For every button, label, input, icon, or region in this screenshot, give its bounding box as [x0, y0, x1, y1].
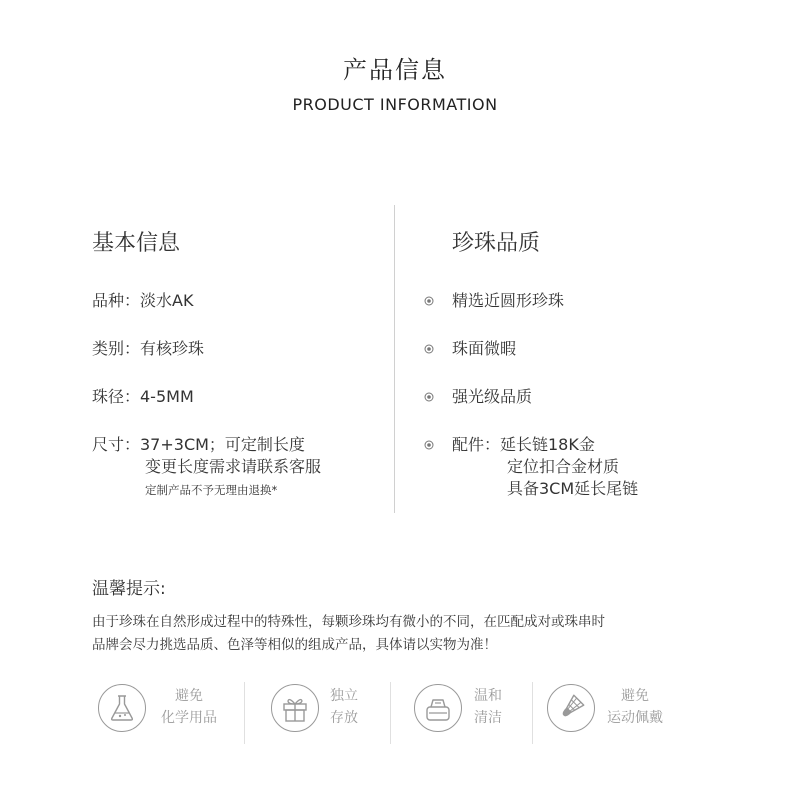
care-label-line1: 避免: [621, 688, 649, 704]
bullet-icon: [424, 392, 434, 402]
soap-icon: [414, 684, 462, 732]
quality-item-2: 珠面微暇: [452, 339, 517, 358]
tips-title: 温馨提示:: [92, 579, 166, 599]
care-label-line2: 存放: [330, 710, 358, 726]
page-subtitle: PRODUCT INFORMATION: [292, 95, 498, 114]
care-divider: [390, 682, 391, 744]
gift-box-icon: [271, 684, 319, 732]
care-divider: [244, 682, 245, 744]
column-divider: [394, 205, 395, 513]
bullet-icon: [424, 296, 434, 306]
care-label-1: [152, 685, 226, 729]
accessory-row-line2: 定位扣合金材质: [507, 457, 620, 476]
pearl-quality-heading: 珍珠品质: [452, 231, 541, 256]
diameter-row: 珠径：4-5MM: [92, 387, 194, 406]
care-label-2: [322, 685, 366, 729]
care-label-line1: 避免: [175, 688, 203, 704]
care-divider: [532, 682, 533, 744]
page-title: 产品信息: [343, 56, 447, 84]
bullet-icon: [424, 440, 434, 450]
accessory-row-line3: 具备3CM延长尾链: [507, 479, 639, 498]
size-row: 尺寸：37+3CM；可定制长度: [92, 435, 305, 454]
care-label-line1: 温和: [474, 688, 502, 704]
custom-note: 定制产品不予无理由退换*: [145, 483, 278, 497]
tips-text-line1: 由于珍珠在自然形成过程中的特殊性，每颗珍珠均有微小的不同，在匹配成对或珠串时: [92, 614, 605, 630]
basic-info-heading: 基本信息: [92, 231, 181, 256]
care-label-line1: 独立: [330, 688, 358, 704]
care-label-line2: 化学用品: [161, 710, 217, 726]
care-label-line2: 运动佩戴: [607, 710, 663, 726]
tips-text-line2: 品牌会尽力挑选品质、色泽等相似的组成产品，具体请以实物为准！: [92, 637, 497, 653]
care-label-line2: 清洁: [474, 710, 502, 726]
bullet-icon: [424, 344, 434, 354]
category-row: 类别：有核珍珠: [92, 339, 205, 358]
flask-icon: [98, 684, 146, 732]
quality-item-1: 精选近圆形珍珠: [452, 291, 565, 310]
accessory-row: 配件：延长链18K金: [452, 435, 595, 454]
size-row-line2: 变更长度需求请联系客服: [145, 457, 322, 476]
shuttlecock-icon: [547, 684, 595, 732]
care-label-3: [466, 685, 510, 729]
variety-row: 品种：淡水AK: [92, 291, 194, 310]
care-label-4: [600, 685, 670, 729]
quality-item-3: 强光级品质: [452, 387, 533, 406]
